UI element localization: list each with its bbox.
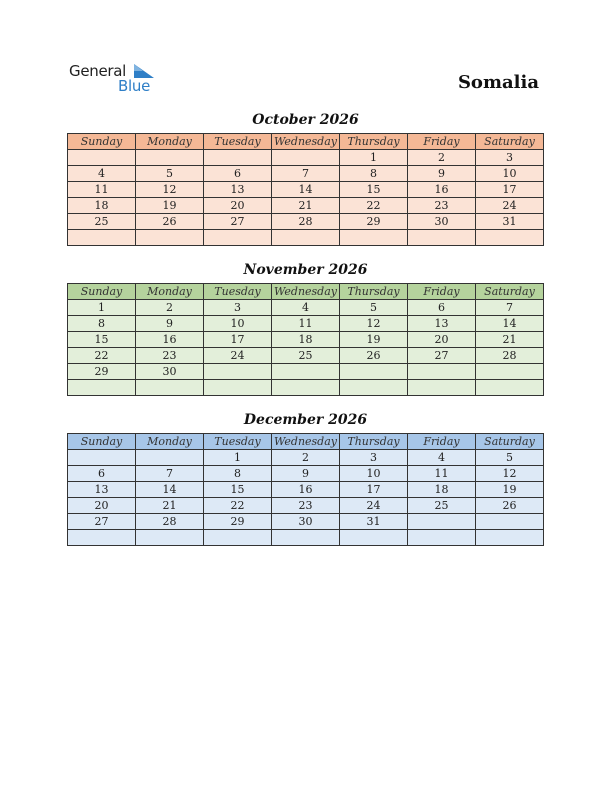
weekday-sunday: Sunday: [68, 434, 136, 450]
weekday-wednesday: Wednesday: [272, 134, 340, 150]
day-cell: 3: [476, 150, 544, 166]
weekday-friday: Friday: [408, 134, 476, 150]
day-cell: 24: [340, 498, 408, 514]
day-cell: 23: [408, 198, 476, 214]
weekday-saturday: Saturday: [476, 134, 544, 150]
weekday-saturday: Saturday: [476, 284, 544, 300]
day-cell: 11: [408, 466, 476, 482]
day-cell: 8: [340, 166, 408, 182]
day-cell: [272, 364, 340, 380]
weekday-thursday: Thursday: [340, 284, 408, 300]
week-row: [68, 214, 544, 230]
logo-text-blue: Blue: [118, 77, 150, 95]
day-cell: 5: [340, 300, 408, 316]
day-cell: 19: [476, 482, 544, 498]
weekday-thursday: Thursday: [340, 434, 408, 450]
day-cell: 21: [136, 498, 204, 514]
day-cell: [68, 230, 136, 246]
day-cell: 17: [204, 332, 272, 348]
week-row: [68, 364, 544, 380]
weekday-header-row: [68, 134, 544, 150]
day-cell: 29: [340, 214, 408, 230]
day-cell: 17: [340, 482, 408, 498]
day-cell: 13: [68, 482, 136, 498]
day-cell: 19: [340, 332, 408, 348]
day-cell: 3: [340, 450, 408, 466]
day-cell: [408, 530, 476, 546]
day-cell: 11: [68, 182, 136, 198]
day-cell: 28: [476, 348, 544, 364]
day-cell: 6: [408, 300, 476, 316]
day-cell: 18: [272, 332, 340, 348]
day-cell: [340, 380, 408, 396]
weekday-sunday: Sunday: [68, 284, 136, 300]
day-cell: 2: [272, 450, 340, 466]
weekday-friday: Friday: [408, 434, 476, 450]
day-cell: 10: [476, 166, 544, 182]
day-cell: 31: [340, 514, 408, 530]
calendar-october: [67, 133, 544, 246]
week-row: [68, 166, 544, 182]
day-cell: 13: [204, 182, 272, 198]
week-row: [68, 482, 544, 498]
day-cell: [408, 230, 476, 246]
day-cell: 12: [136, 182, 204, 198]
day-cell: 3: [204, 300, 272, 316]
day-cell: [68, 380, 136, 396]
day-cell: 15: [204, 482, 272, 498]
day-cell: [408, 514, 476, 530]
weekday-header-row: [68, 284, 544, 300]
day-cell: 26: [476, 498, 544, 514]
day-cell: [476, 514, 544, 530]
day-cell: [476, 364, 544, 380]
day-cell: 24: [476, 198, 544, 214]
day-cell: [136, 530, 204, 546]
weekday-tuesday: Tuesday: [204, 134, 272, 150]
day-cell: 25: [408, 498, 476, 514]
day-cell: 1: [68, 300, 136, 316]
day-cell: 15: [68, 332, 136, 348]
calendar-november: [67, 283, 544, 396]
month-title-november: November 2026: [243, 262, 368, 278]
day-cell: [204, 364, 272, 380]
day-cell: 30: [136, 364, 204, 380]
week-row: [68, 198, 544, 214]
day-cell: 4: [68, 166, 136, 182]
weekday-header-row: [68, 434, 544, 450]
weekday-sunday: Sunday: [68, 134, 136, 150]
day-cell: 28: [136, 514, 204, 530]
week-row: [68, 182, 544, 198]
week-row: [68, 530, 544, 546]
day-cell: 1: [204, 450, 272, 466]
day-cell: 24: [204, 348, 272, 364]
day-cell: 7: [272, 166, 340, 182]
day-cell: [136, 230, 204, 246]
day-cell: [272, 230, 340, 246]
day-cell: [272, 150, 340, 166]
day-cell: [272, 530, 340, 546]
day-cell: 8: [204, 466, 272, 482]
week-row: [68, 230, 544, 246]
day-cell: [204, 150, 272, 166]
day-cell: 26: [340, 348, 408, 364]
day-cell: 7: [136, 466, 204, 482]
day-cell: 27: [68, 514, 136, 530]
day-cell: 11: [272, 316, 340, 332]
day-cell: 2: [136, 300, 204, 316]
day-cell: 15: [340, 182, 408, 198]
day-cell: 30: [408, 214, 476, 230]
day-cell: 16: [136, 332, 204, 348]
week-row: [68, 450, 544, 466]
day-cell: [136, 450, 204, 466]
weekday-friday: Friday: [408, 284, 476, 300]
weekday-wednesday: Wednesday: [272, 434, 340, 450]
day-cell: 22: [68, 348, 136, 364]
day-cell: 8: [68, 316, 136, 332]
day-cell: 17: [476, 182, 544, 198]
day-cell: 10: [340, 466, 408, 482]
day-cell: 20: [408, 332, 476, 348]
day-cell: 20: [204, 198, 272, 214]
weekday-monday: Monday: [136, 134, 204, 150]
week-row: [68, 514, 544, 530]
week-row: [68, 316, 544, 332]
week-row: [68, 300, 544, 316]
weekday-tuesday: Tuesday: [204, 284, 272, 300]
day-cell: 22: [204, 498, 272, 514]
day-cell: 4: [272, 300, 340, 316]
week-row: [68, 380, 544, 396]
day-cell: 14: [272, 182, 340, 198]
day-cell: 16: [272, 482, 340, 498]
day-cell: 4: [408, 450, 476, 466]
day-cell: [476, 380, 544, 396]
day-cell: 1: [340, 150, 408, 166]
day-cell: 23: [272, 498, 340, 514]
day-cell: 25: [272, 348, 340, 364]
day-cell: [204, 380, 272, 396]
day-cell: [340, 530, 408, 546]
weekday-thursday: Thursday: [340, 134, 408, 150]
day-cell: 5: [136, 166, 204, 182]
day-cell: 5: [476, 450, 544, 466]
day-cell: 26: [136, 214, 204, 230]
weekday-monday: Monday: [136, 434, 204, 450]
day-cell: 6: [68, 466, 136, 482]
day-cell: 13: [408, 316, 476, 332]
day-cell: 28: [272, 214, 340, 230]
day-cell: 18: [68, 198, 136, 214]
day-cell: 27: [204, 214, 272, 230]
day-cell: [476, 230, 544, 246]
day-cell: [68, 150, 136, 166]
logo-triangle-icon: [134, 64, 154, 78]
weekday-wednesday: Wednesday: [272, 284, 340, 300]
day-cell: [68, 450, 136, 466]
week-row: [68, 150, 544, 166]
day-cell: 18: [408, 482, 476, 498]
day-cell: 9: [272, 466, 340, 482]
day-cell: 30: [272, 514, 340, 530]
day-cell: 20: [68, 498, 136, 514]
day-cell: 12: [340, 316, 408, 332]
month-title-december: December 2026: [243, 412, 368, 428]
day-cell: [340, 364, 408, 380]
week-row: [68, 498, 544, 514]
month-title-october: October 2026: [252, 112, 359, 128]
day-cell: [340, 230, 408, 246]
day-cell: 16: [408, 182, 476, 198]
day-cell: 25: [68, 214, 136, 230]
day-cell: [476, 530, 544, 546]
day-cell: [204, 230, 272, 246]
day-cell: [408, 380, 476, 396]
day-cell: 29: [204, 514, 272, 530]
day-cell: [272, 380, 340, 396]
day-cell: 19: [136, 198, 204, 214]
day-cell: 27: [408, 348, 476, 364]
week-row: [68, 348, 544, 364]
day-cell: 12: [476, 466, 544, 482]
weekday-tuesday: Tuesday: [204, 434, 272, 450]
day-cell: [408, 364, 476, 380]
day-cell: 14: [476, 316, 544, 332]
generalblue-logo: [69, 62, 169, 96]
day-cell: 14: [136, 482, 204, 498]
weekday-saturday: Saturday: [476, 434, 544, 450]
day-cell: 6: [204, 166, 272, 182]
week-row: [68, 466, 544, 482]
day-cell: 29: [68, 364, 136, 380]
day-cell: 9: [136, 316, 204, 332]
day-cell: 23: [136, 348, 204, 364]
day-cell: 22: [340, 198, 408, 214]
day-cell: 2: [408, 150, 476, 166]
day-cell: 10: [204, 316, 272, 332]
day-cell: 21: [476, 332, 544, 348]
day-cell: [204, 530, 272, 546]
country-title: Somalia: [457, 72, 539, 93]
week-row: [68, 332, 544, 348]
logo-text-general: General: [69, 62, 127, 80]
day-cell: 31: [476, 214, 544, 230]
day-cell: 9: [408, 166, 476, 182]
day-cell: [136, 150, 204, 166]
day-cell: 21: [272, 198, 340, 214]
day-cell: [136, 380, 204, 396]
day-cell: 7: [476, 300, 544, 316]
weekday-monday: Monday: [136, 284, 204, 300]
calendar-december: [67, 433, 544, 546]
day-cell: [68, 530, 136, 546]
